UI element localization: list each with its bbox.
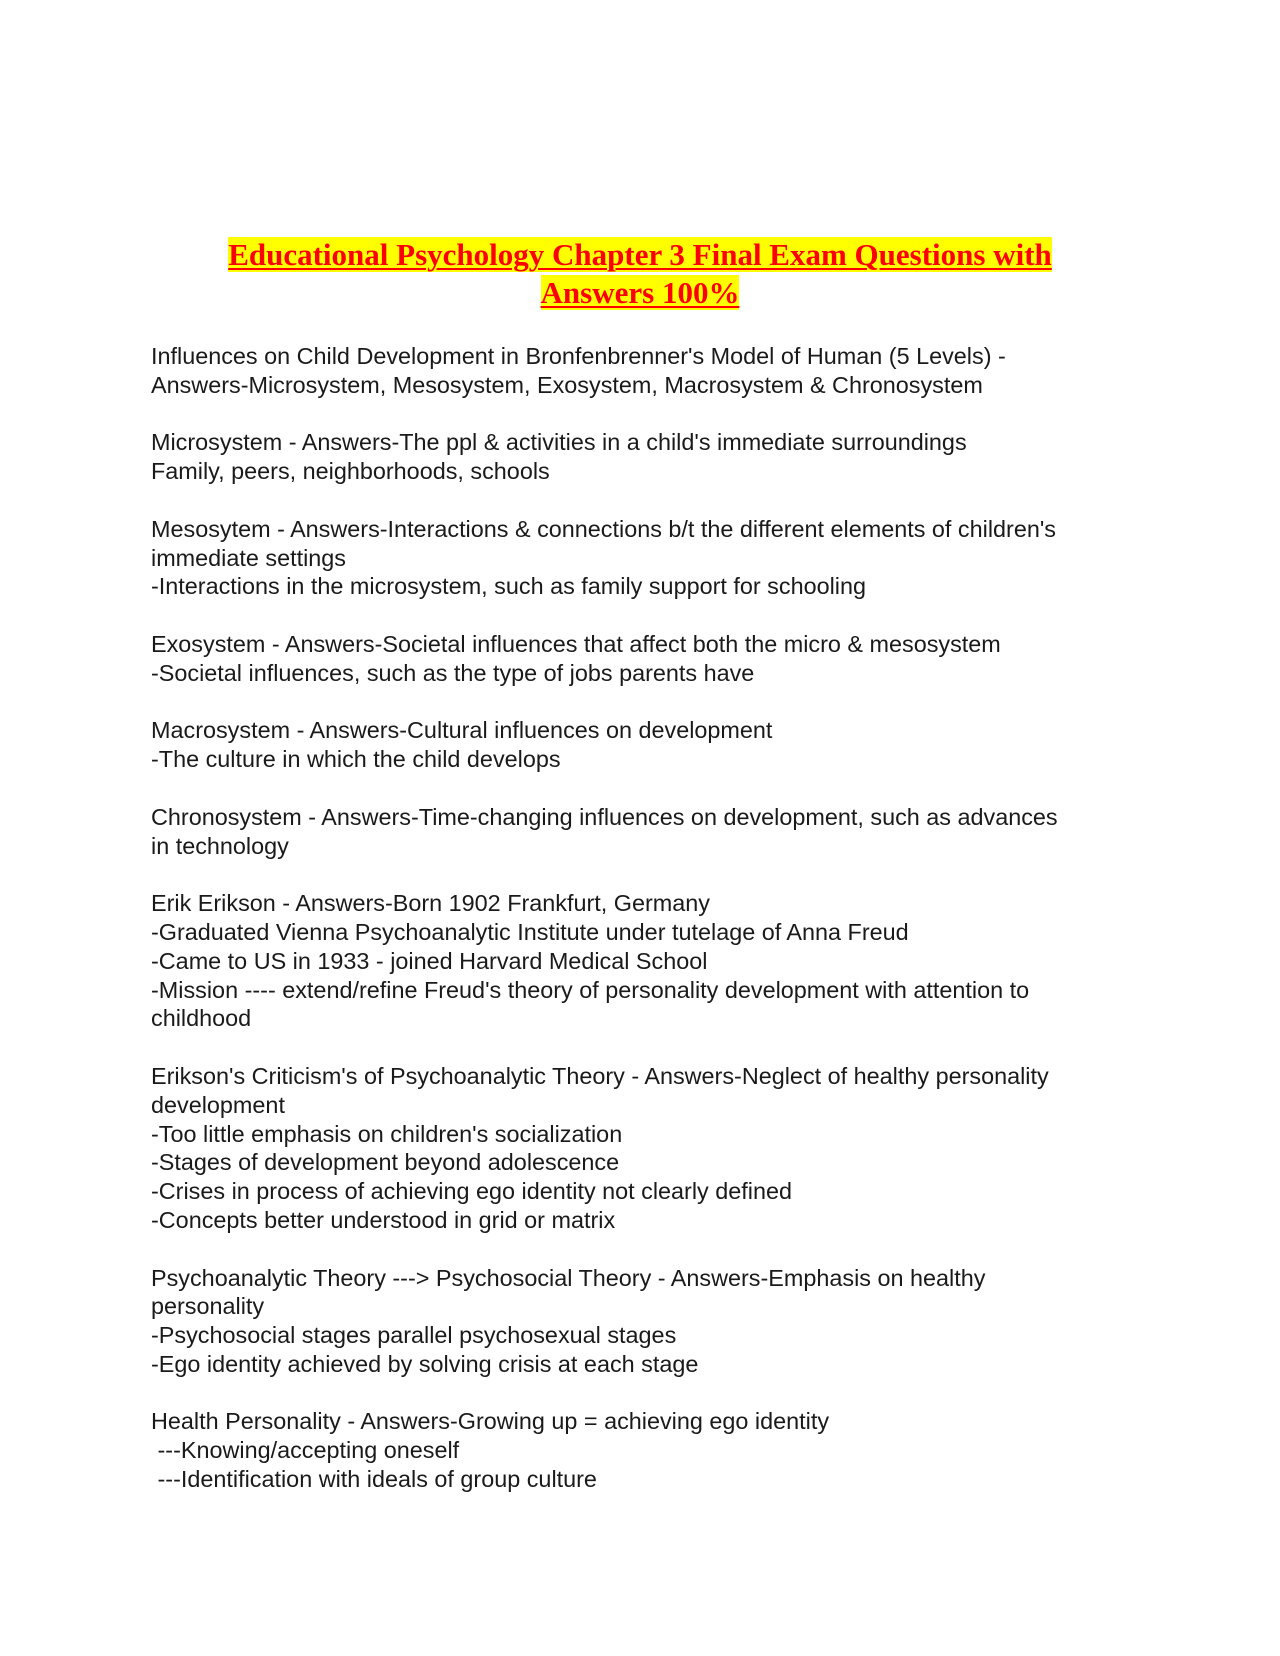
entry-line: immediate settings (151, 544, 347, 571)
entry-line: -The culture in which the child develops (151, 746, 561, 773)
title-line-1: Educational Psychology Chapter 3 Final Exam Questions with (228, 237, 1052, 272)
entry-line: Erik Erikson - Answers-Born 1902 Frankfurt, Germany (151, 890, 710, 917)
entry-line: personality (151, 1293, 265, 1320)
entry-line: Chronosystem - Answers-Time-changing influences on development, such as advances (151, 803, 1058, 830)
qa-entry-mesosystem (151, 515, 1141, 601)
qa-entry-bronfenbrenner-levels (151, 342, 1141, 400)
entry-line: Answers-Microsystem, Mesosystem, Exosystem, Macrosystem & Chronosystem (151, 371, 983, 398)
entry-line: childhood (151, 1005, 252, 1032)
entry-line: Erikson's Criticism's of Psychoanalytic Theory - Answers-Neglect of healthy personality (151, 1062, 1049, 1089)
entry-line: -Concepts better understood in grid or matrix (151, 1206, 616, 1233)
title-line-2: Answers 100% (540, 275, 740, 310)
entry-line: ---Identification with ideals of group culture (151, 1466, 597, 1493)
entry-line: -Interactions in the microsystem, such as family support for schooling (151, 573, 867, 600)
entry-line: -Societal influences, such as the type of jobs parents have (151, 659, 755, 686)
qa-entry-erikson-criticisms (151, 1062, 1141, 1235)
qa-entry-erik-erikson (151, 889, 1141, 1033)
entry-line: Influences on Child Development in Bronfenbrenner's Model of Human (5 Levels) - (151, 343, 1006, 369)
document-title (150, 236, 1130, 312)
entry-line: in technology (151, 832, 289, 859)
entry-line: -Crises in process of achieving ego identity not clearly defined (151, 1178, 792, 1205)
entry-line: Exosystem - Answers-Societal influences that affect both the micro & mesosystem (151, 630, 1001, 657)
document-body (151, 342, 1141, 1523)
qa-entry-microsystem (151, 428, 1141, 486)
entry-line: Microsystem - Answers-The ppl & activities in a child's immediate surroundings (151, 429, 967, 456)
entry-line: Macrosystem - Answers-Cultural influences on development (151, 717, 773, 744)
entry-line: Health Personality - Answers-Growing up = achieving ego identity (151, 1408, 830, 1435)
entry-line: -Mission ---- extend/refine Freud's theory of personality development with attention to (151, 976, 1030, 1003)
entry-line: development (151, 1091, 285, 1118)
entry-line: -Stages of development beyond adolescence (151, 1149, 620, 1176)
qa-entry-health-personality (151, 1407, 1141, 1493)
entry-line: -Too little emphasis on children's socialization (151, 1120, 623, 1147)
qa-entry-chronosystem (151, 803, 1141, 861)
qa-entry-psychosocial-theory (151, 1264, 1141, 1379)
entry-line: -Came to US in 1933 - joined Harvard Medical School (151, 947, 708, 974)
entry-line: Psychoanalytic Theory ---> Psychosocial Theory - Answers-Emphasis on healthy (151, 1264, 986, 1291)
qa-entry-exosystem (151, 630, 1141, 688)
entry-line: -Psychosocial stages parallel psychosexual stages (151, 1322, 677, 1349)
entry-line: -Ego identity achieved by solving crisis at each stage (151, 1350, 699, 1377)
entry-line: -Graduated Vienna Psychoanalytic Institute under tutelage of Anna Freud (151, 918, 909, 945)
entry-line: Family, peers, neighborhoods, schools (151, 458, 550, 485)
entry-line: Mesosytem - Answers-Interactions & connections b/t the different elements of children's (151, 515, 1057, 542)
entry-line: ---Knowing/accepting oneself (151, 1437, 460, 1464)
qa-entry-macrosystem (151, 716, 1141, 774)
